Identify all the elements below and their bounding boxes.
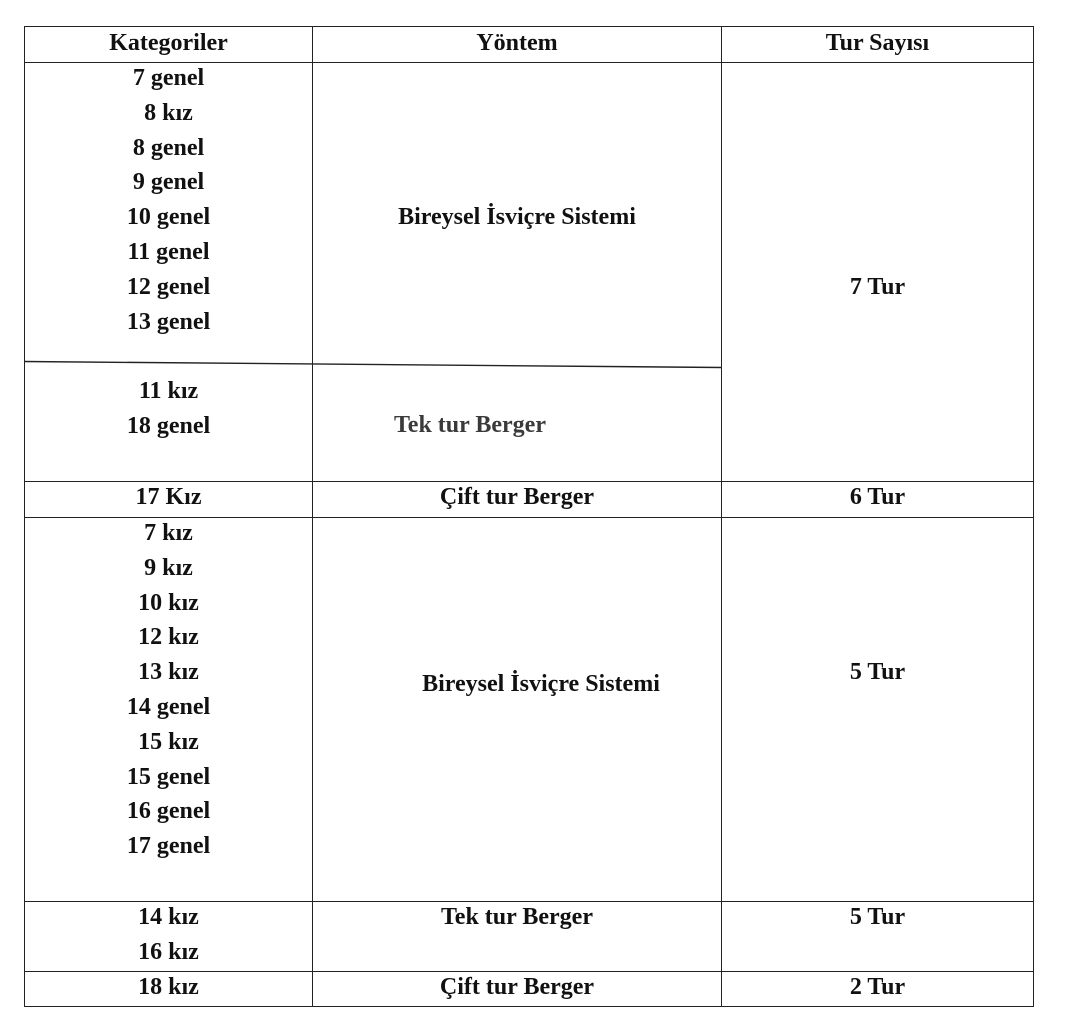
header-method: Yöntem (476, 30, 558, 56)
method-cell: Tek tur Berger (441, 904, 593, 930)
categories-cell (24, 374, 313, 444)
categories-cell (24, 970, 313, 1005)
category-item: 17 Kız (135, 484, 202, 510)
method-cell: Çift tur Berger (439, 974, 595, 1000)
method-cell: Bireysel İsviçre Sistemi (422, 671, 660, 697)
category-item: 9 kız (144, 554, 193, 581)
category-item: 11 kız (138, 378, 199, 404)
category-item: 10 genel (126, 204, 211, 231)
category-item: 16 kız (138, 938, 199, 965)
category-item: 12 kız (138, 624, 199, 651)
categories-cell (24, 480, 313, 515)
rounds-cell: 6 Tur (849, 484, 906, 510)
table-border-bottom (24, 1006, 1034, 1007)
category-item: 14 kız (138, 904, 199, 930)
rounds-cell-merged: 7 Tur (849, 274, 906, 300)
category-item: 13 genel (126, 308, 211, 335)
header-rounds: Tur Sayısı (825, 30, 930, 56)
category-item: 15 genel (126, 763, 211, 790)
method-cell: Çift tur Berger (439, 484, 595, 510)
category-item: 11 genel (127, 238, 210, 265)
column-divider-2 (721, 26, 722, 1007)
method-cell: Tek tur Berger (394, 412, 546, 438)
category-item: 10 kız (138, 589, 199, 616)
rounds-cell: 2 Tur (849, 974, 906, 1000)
rounds-cell: 5 Tur (849, 659, 906, 685)
category-item: 8 genel (132, 134, 205, 161)
header-categories: Kategoriler (109, 30, 228, 56)
category-item: 17 genel (126, 833, 211, 860)
categories-cell (24, 61, 313, 339)
slanted-row-divider (24, 360, 724, 370)
category-item: 8 kız (144, 99, 193, 126)
method-cell: Bireysel İsviçre Sistemi (398, 204, 636, 230)
category-item: 9 genel (132, 169, 205, 196)
category-item: 7 kız (144, 520, 193, 546)
category-item: 14 genel (126, 693, 211, 720)
rounds-cell: 5 Tur (849, 904, 906, 930)
category-item: 7 genel (132, 65, 205, 91)
tournament-table (24, 26, 1034, 1007)
category-item: 15 kız (138, 728, 199, 755)
category-item: 18 genel (126, 412, 211, 439)
table-border-right (1033, 26, 1034, 1007)
category-item: 13 kız (138, 659, 199, 686)
category-item: 12 genel (126, 273, 211, 300)
category-item: 16 genel (126, 798, 211, 825)
categories-cell (24, 900, 313, 970)
categories-cell (24, 516, 313, 864)
category-item: 18 kız (138, 974, 199, 1000)
